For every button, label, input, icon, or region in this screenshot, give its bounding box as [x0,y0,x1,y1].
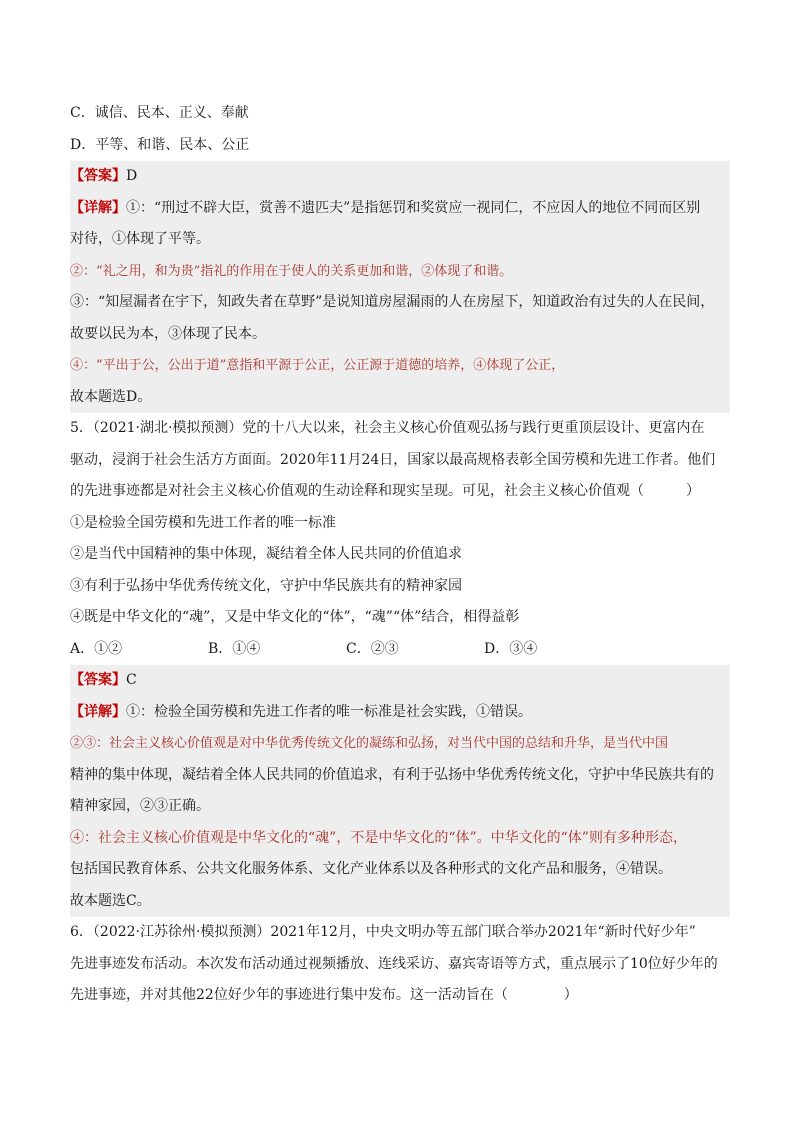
question-5-stem: 的先进事迹都是对社会主义核心价值观的生动诠释和现实呈现。可见，社会主义核心价值观（ ） [70,483,700,499]
detail-tag: 【详解】 [70,199,126,216]
option-c: C．②③ [346,640,399,657]
statement-item: ①是检验全国劳模和先进工作者的唯一标准 [70,514,336,531]
detail-line: 对待，①体现了平等。 [70,224,730,256]
detail-line [70,193,730,225]
answer-line [70,665,730,697]
detail-tag: 【详解】 [70,703,126,720]
statement-item: ③有利于弘扬中华优秀传统文化，守护中华民族共有的精神家园 [70,577,462,594]
detail-line [70,697,730,729]
option-d-line: D．平等、和谐、民本、公正 [70,136,250,153]
question-6-stem: 先进事迹，并对其他22位好少年的事迹进行集中发布。这一活动旨在（ ） [70,987,578,1003]
detail-line: ④：社会主义核心价值观是中华文化的“魂”，不是中华文化的“体”。中华文化的“体”则有多种形态， [70,823,730,855]
detail-text: ①：“刑过不辟大臣，赏善不遗匹夫”是指惩罚和奖赏应一视同仁，不应因人的地位不同而区别 [126,199,701,216]
detail-line: ②：“礼之用，和为贵”指礼的作用在于使人的关系更加和谐，②体现了和谐。 [70,256,730,288]
conclusion-line: 故本题选C。 [70,886,730,918]
conclusion-line: 故本题选D。 [70,382,730,414]
detail-line: ②③：社会主义核心价值观是对中华优秀传统文化的凝练和弘扬，对当代中国的总结和升华，是当代中国 [70,728,730,760]
detail-line: 包括国民教育体系、公共文化服务体系、文化产业体系以及各种形式的文化产品和服务，④错误。 [70,854,730,886]
question-5-stem: 驱动，浸润于社会生活方方面面。2020年11月24日，国家以最高规格表彰全国劳模和先进工作者。他们 [70,451,716,468]
answer-tag: 【答案】 [70,672,126,688]
detail-text: ①：检验全国劳模和先进工作者的唯一标准是社会实践，①错误。 [126,703,532,720]
answer-value: D [126,168,138,184]
statement-item: ②是当代中国精神的集中体现，凝结着全体人民共同的价值追求 [70,546,462,562]
detail-line: ③：“知屋漏者在宇下，知政失者在草野”是说知道房屋漏雨的人在房屋下，知道政治有过失的人在民间， [70,287,730,319]
detail-line: 精神家园，②③正确。 [70,791,730,823]
statement-item: ④既是中华文化的“魂”，又是中华文化的“体”，“魂”“体”结合，相得益彰 [70,609,520,625]
answer-options [70,634,730,666]
question-6-stem: 先进事迹发布活动。本次发布活动通过视频播放、连线采访、嘉宾寄语等方式，重点展示了10位好少年的 [70,955,718,972]
detail-line: ④：“平出于公，公出于道”意指和平源于公正，公正源于道德的培养，④体现了公正， [70,350,730,382]
answer-line [70,161,730,193]
page-content [70,98,730,1012]
option-a: A．①② [70,640,123,657]
answer-tag: 【答案】 [70,168,126,184]
option-d: D．③④ [484,640,538,657]
answer-value: C [126,672,137,688]
detail-line: 故要以民为本，③体现了民本。 [70,319,730,351]
option-b: B．①④ [208,640,261,657]
question-6-stem: 6．（2022·江苏徐州·模拟预测）2021年12月，中央文明办等五部门联合举办2021年“新时代好少年” [70,924,696,940]
detail-line: 精神的集中体现，凝结着全体人民共同的价值追求，有利于弘扬中华优秀传统文化，守护中华民族共有的 [70,760,730,792]
question-5-stem: 5．（2021·湖北·模拟预测）党的十八大以来，社会主义核心价值观弘扬与践行更重顶层设计、更富内在 [70,420,705,436]
option-c-line: C．诚信、民本、正义、奉献 [70,105,249,121]
